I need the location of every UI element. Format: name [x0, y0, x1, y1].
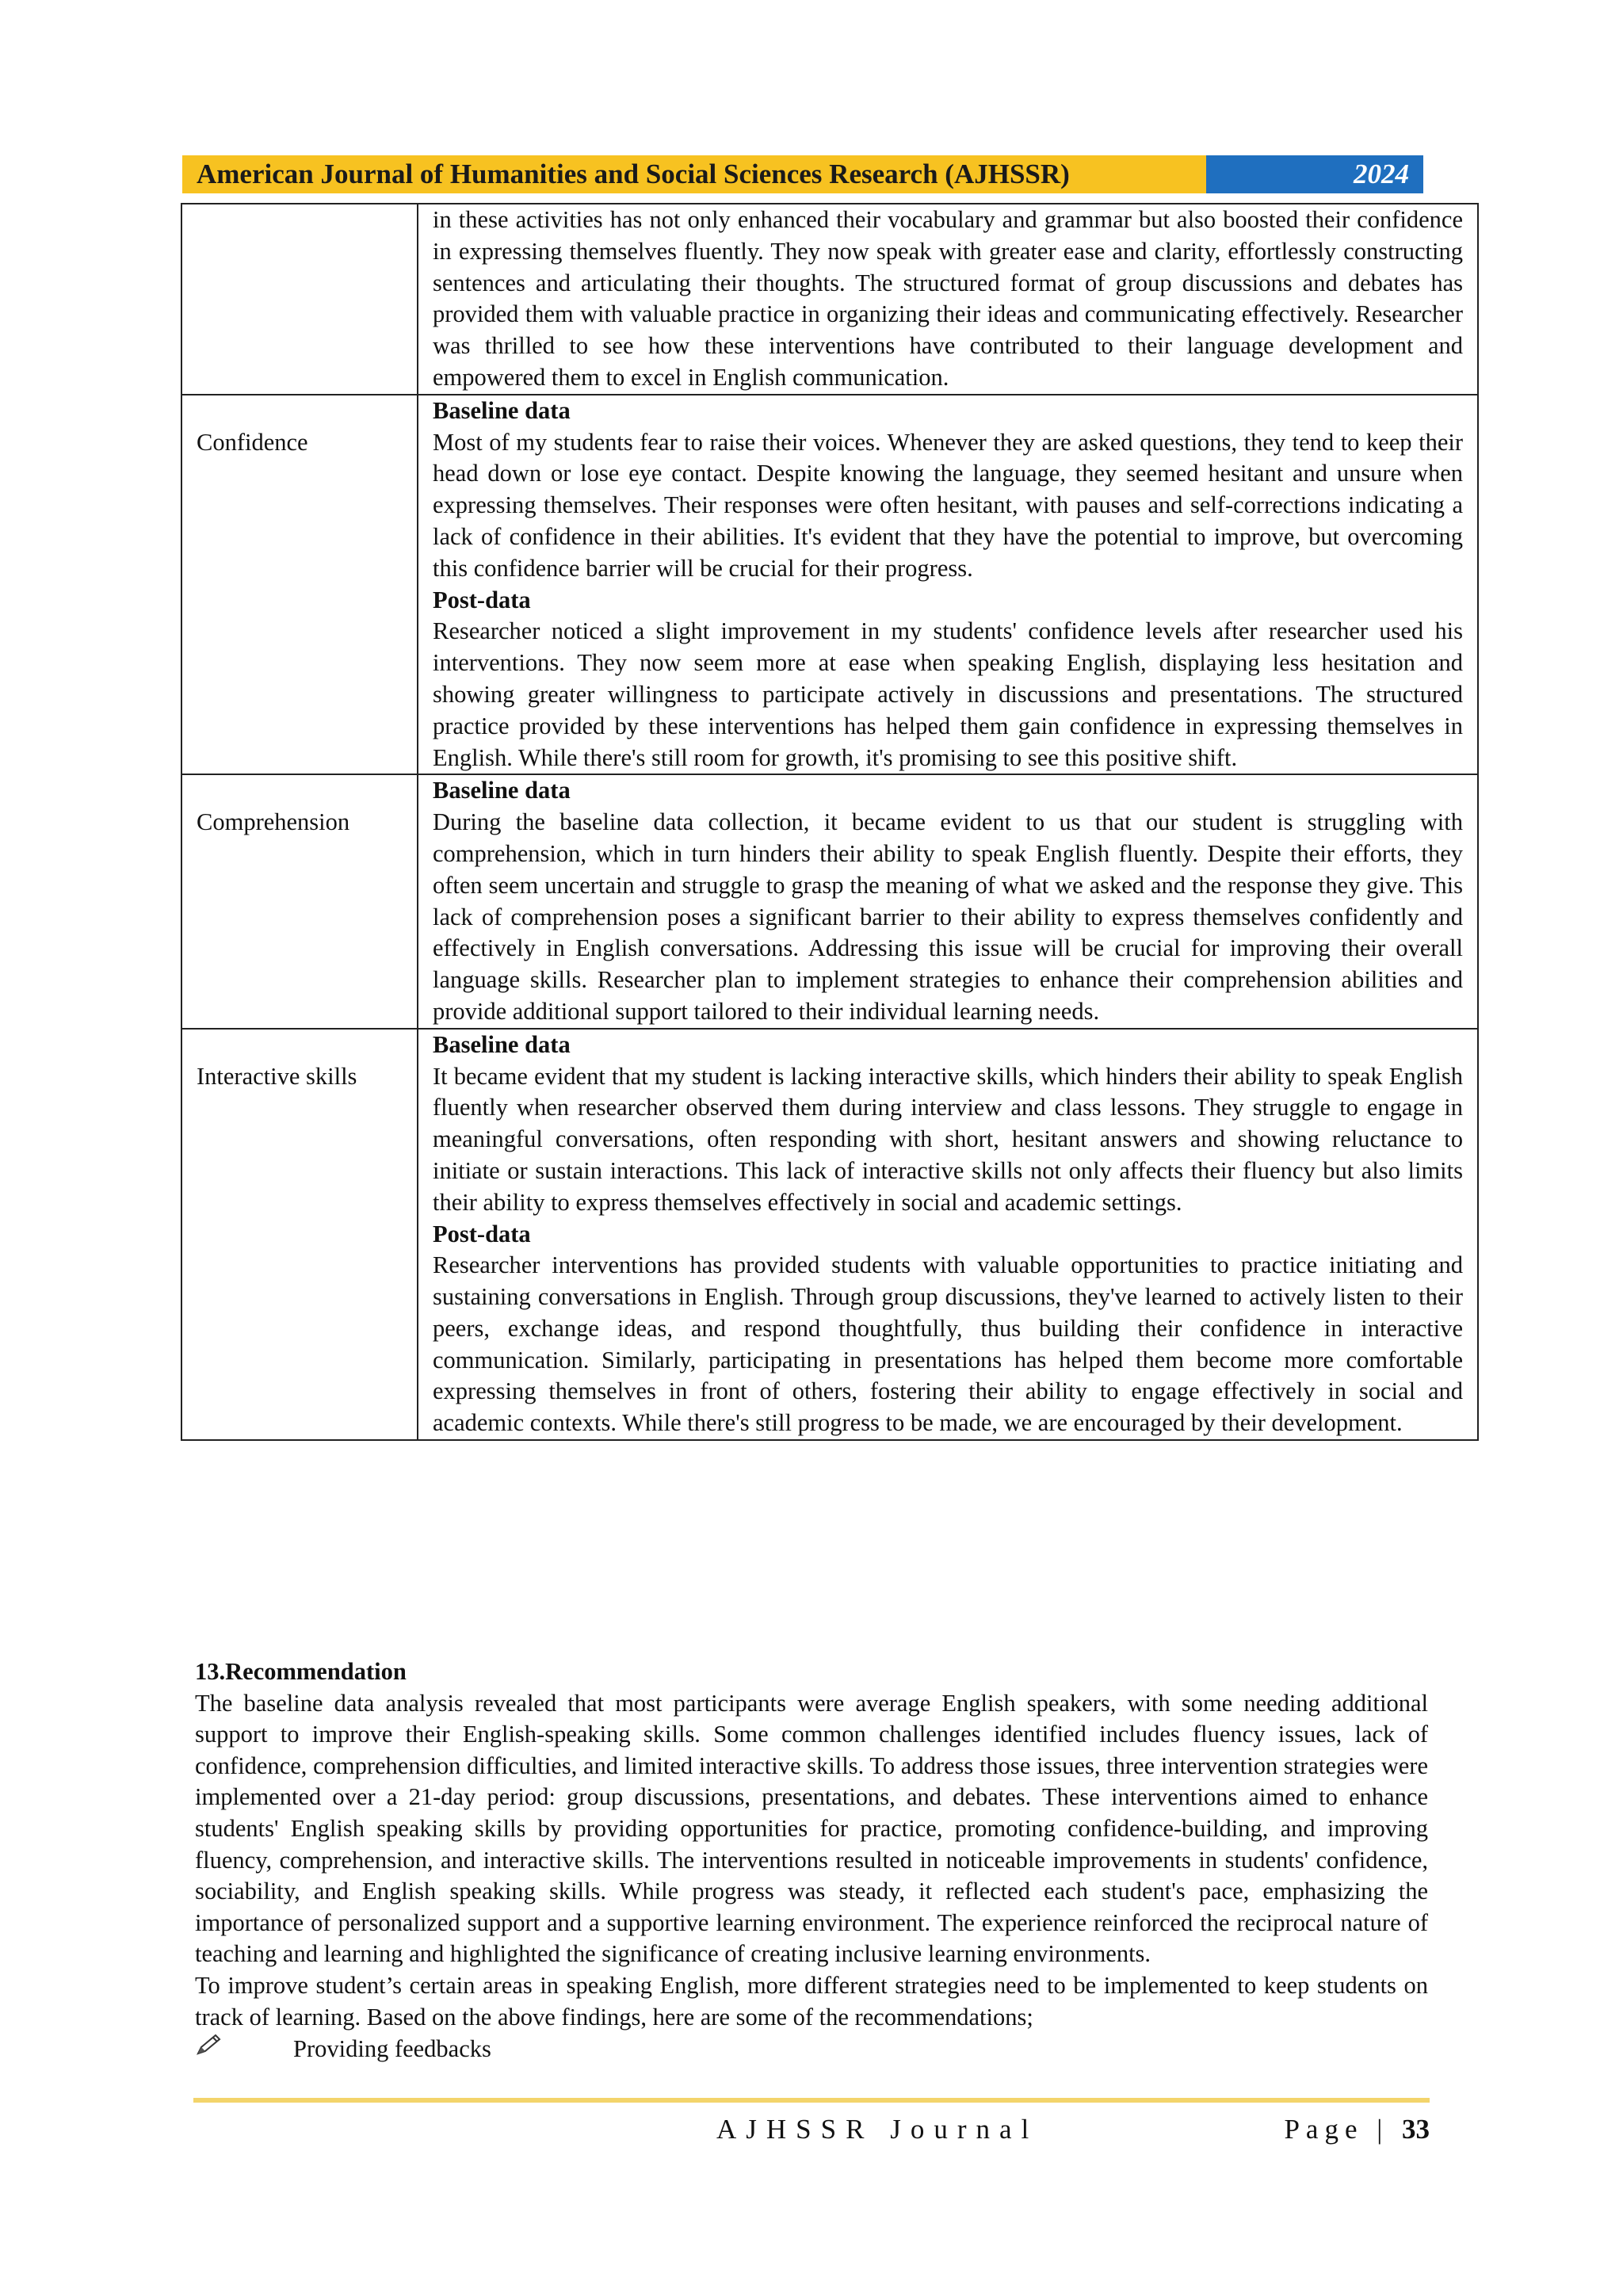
footer-divider — [193, 2098, 1430, 2103]
table-row — [181, 1029, 1478, 1440]
section-title: 13.Recommendation — [195, 1658, 407, 1685]
description-cell — [418, 204, 1478, 395]
theme-cell: Comprehension — [181, 774, 418, 1028]
table-row — [181, 774, 1478, 1028]
recommendation-paragraph: To improve student’s certain areas in speaking English, more different strategies need to be implemented to keep students on track of learning. Based on the above findings, here are some of the recommendations; — [195, 1971, 1428, 2030]
data-heading: Baseline data — [433, 1030, 571, 1058]
journal-header — [182, 155, 1423, 193]
table-row — [181, 395, 1478, 775]
journal-year: 2024 — [1206, 155, 1423, 193]
pencil-icon — [195, 2033, 293, 2065]
data-heading: Baseline data — [433, 396, 571, 424]
theme-cell: Interactive skills — [181, 1029, 418, 1440]
data-heading: Baseline data — [433, 777, 571, 804]
data-text: Researcher noticed a slight improvement in my students' confidence levels after researcher used his interventions. They now seem more at ease when speaking English, displaying less hesitation and showing greater willingness to participate actively in discussions and presentations. The structured practice provided by these interventions has helped them gain confidence in expressing themselves in English. While there's still room for growth, it's promising to see this positive shift. — [433, 617, 1463, 771]
description-cell — [418, 774, 1478, 1028]
journal-title: American Journal of Humanities and Social Sciences Research (AJHSSR) — [182, 155, 1206, 193]
findings-table — [181, 203, 1479, 1441]
recommendation-paragraph: The baseline data analysis revealed that most participants were average English speakers, with some needing additional support to improve their English-speaking skills. Some common challenges identified includes fluency issues, lack of confidence, comprehension difficulties, and limited interactive skills. To address those issues, three intervention strategies were implemented over a 21-day period: group discussions, presentations, and debates. These interventions aimed to enhance students' English speaking skills by providing opportunities for practice, promoting confidence-building, and improving fluency, comprehension, and interactive skills. The interventions resulted in noticeable improvements in students' confidence, sociability, and English speaking skills. While progress was steady, it reflected each student's pace, emphasizing the importance of personalized support and a supportive learning environment. The experience reinforced the reciprocal nature of teaching and learning and highlighted the significance of creating inclusive learning environments. — [195, 1689, 1428, 1968]
data-text: in these activities has not only enhanced their vocabulary and grammar but also boosted their confidence in expressing themselves fluently. They now speak with greater ease and clarity, effortlessly constructing sentences and articulating their thoughts. The structured format of group discussions and debates has provided them with valuable practice in organizing their ideas and communicating effectively. Researcher was thrilled to see how these interventions have contributed to their language development and empowered them to excel in English communication. — [433, 206, 1463, 391]
page-label: Page | — [1284, 2114, 1389, 2145]
bullet-text: Providing feedbacks — [293, 2034, 491, 2062]
page-number: 33 — [1402, 2114, 1430, 2145]
data-heading: Post-data — [433, 1220, 531, 1247]
data-text: It became evident that my student is lacking interactive skills, which hinders their ability to speak English fluently when researcher observed them during interview and class lessons. They struggle to engage in meaningful conversations, often responding with short, hesitant answers and showing reluctance to initiate or sustain interactions. This lack of interactive skills not only affects their fluency but also limits their ability to express themselves effectively in social and academic settings. — [433, 1062, 1463, 1216]
footer-journal: AJHSSR Journal — [716, 2114, 1039, 2145]
description-cell — [418, 395, 1478, 775]
data-text: Researcher interventions has provided students with valuable opportunities to practice initiating and sustaining conversations in English. Through group discussions, they've learned to actively listen to their peers, exchange ideas, and respond thoughtfully, thus building their confidence in interactive communication. Similarly, participating in presentations has helped them become more comfortable expressing themselves in front of others, fostering their ability to engage effectively in social and academic contexts. While there's still progress to be made, we are encouraged by their development. — [433, 1251, 1463, 1437]
footer-page — [1284, 2111, 1430, 2148]
data-heading: Post-data — [433, 586, 531, 613]
theme-cell — [181, 204, 418, 395]
page-footer — [193, 2111, 1430, 2148]
table-row — [181, 204, 1478, 395]
recommendation-section — [195, 1656, 1428, 2065]
recommendation-bullet — [195, 2033, 1428, 2065]
data-text: Most of my students fear to raise their voices. Whenever they are asked questions, they tend to keep their head down or lose eye contact. Despite knowing the language, they seemed hesitant and unsure when expressing themselves. Their responses were often hesitant, with pauses and self-corrections indicating a lack of confidence in their abilities. It's evident that they have the potential to improve, but overcoming this confidence barrier will be crucial for their progress. — [433, 428, 1463, 582]
description-cell — [418, 1029, 1478, 1440]
theme-cell: Confidence — [181, 395, 418, 775]
data-text: During the baseline data collection, it became evident to us that our student is struggling with comprehension, which in turn hinders their ability to speak English fluently. Despite their efforts, they often seem uncertain and struggle to grasp the meaning of what we asked and the response they give. This lack of comprehension poses a significant barrier to their ability to express themselves confidently and effectively in English conversations. Addressing this issue will be crucial for improving their overall language skills. Researcher plan to implement strategies to enhance their comprehension abilities and provide additional support tailored to their individual learning needs. — [433, 808, 1463, 1025]
